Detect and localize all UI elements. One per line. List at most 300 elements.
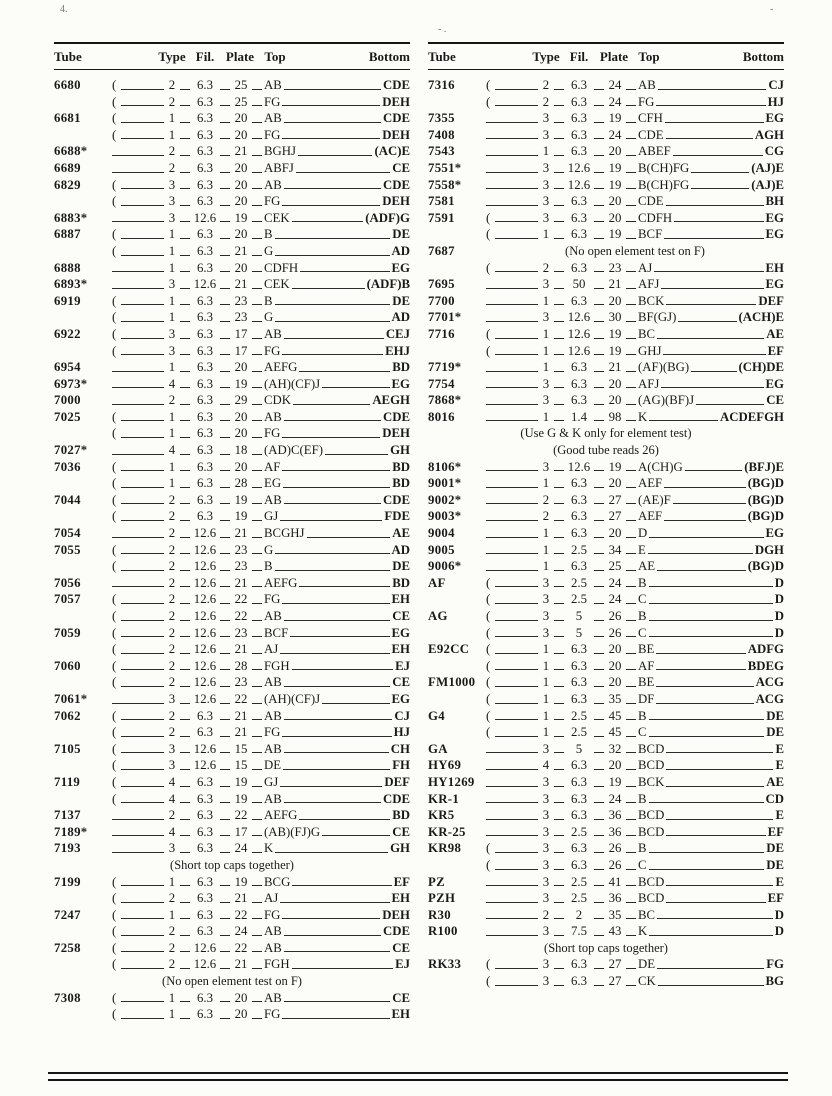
leader-line	[486, 204, 538, 206]
leader-line	[220, 204, 230, 206]
fil-value: 6.3	[571, 376, 587, 391]
leader-line	[594, 702, 604, 704]
bottom-pins-value: DE	[766, 841, 784, 856]
fil-value: 6.3	[571, 974, 587, 989]
leader-line	[220, 353, 230, 355]
leader-line	[649, 419, 718, 421]
tube-name: 7199	[54, 874, 81, 889]
tube-row	[428, 293, 784, 310]
column-header	[428, 42, 784, 70]
plate-value: 21	[234, 243, 248, 258]
top-pins-value: GJ	[264, 774, 279, 789]
table-columns	[54, 42, 784, 1023]
tube-name: E92CC	[428, 642, 470, 657]
type-value: 1	[542, 658, 550, 673]
leader-line	[220, 901, 230, 903]
leader-line	[112, 453, 164, 455]
brace-glyph: (	[112, 989, 117, 1005]
type-value: 2	[168, 957, 176, 972]
leader-line	[486, 171, 538, 173]
bottom-pins-value: BD	[392, 476, 410, 491]
plate-value: 29	[234, 393, 248, 408]
fil-value: 12.6	[193, 957, 217, 972]
plate-value: 43	[608, 924, 622, 939]
type-value: 3	[542, 210, 550, 225]
leader-line	[220, 851, 230, 853]
fil-value: 6.3	[197, 227, 213, 242]
leader-line	[626, 602, 636, 604]
bottom-pins-value: EF	[767, 343, 784, 358]
leader-line	[657, 967, 764, 969]
header-row	[428, 45, 784, 68]
plate-value: 21	[234, 891, 248, 906]
plate-value: 21	[234, 642, 248, 657]
fil-value: 6.3	[571, 509, 587, 524]
leader-line	[180, 569, 190, 571]
type-value: 3	[168, 326, 176, 341]
tube-name: AG	[428, 609, 448, 623]
leader-line	[252, 536, 262, 538]
type-value: 3	[542, 874, 550, 889]
leader-line	[486, 552, 538, 554]
tube-row	[428, 658, 784, 675]
plate-value: 26	[608, 609, 622, 623]
leader-line	[121, 569, 164, 571]
leader-line	[656, 702, 753, 704]
leader-line	[554, 171, 564, 173]
type-value: 1	[542, 559, 550, 574]
type-value: 3	[542, 111, 550, 126]
type-value: 3	[168, 758, 176, 773]
leader-line	[594, 154, 604, 156]
bottom-pins-value: (ADF)G	[365, 210, 410, 225]
leader-line	[290, 635, 389, 637]
plate-value: 15	[234, 758, 248, 773]
leader-line	[649, 851, 765, 853]
tube-name: KR-25	[428, 824, 466, 839]
leader-line	[252, 569, 262, 571]
tube-row	[54, 774, 410, 791]
brace-glyph: (	[112, 425, 117, 441]
brace-glyph: (	[112, 77, 117, 92]
leader-line	[220, 967, 230, 969]
fil-value: 12.6	[193, 741, 217, 756]
tube-name: HY69	[428, 758, 462, 773]
bottom-pins-value: (BG)D	[747, 492, 784, 507]
leader-line	[252, 851, 262, 853]
leader-line	[121, 751, 164, 753]
leader-line	[594, 735, 604, 737]
bottom-pins-value: FH	[392, 758, 410, 773]
type-value: 2	[168, 509, 176, 524]
leader-line	[299, 370, 390, 372]
leader-line	[594, 635, 604, 637]
top-pins-value: GJ	[264, 509, 279, 524]
type-value: 2	[542, 78, 550, 92]
plate-value: 20	[608, 476, 622, 491]
fil-value: 6.3	[571, 808, 587, 823]
leader-line	[121, 934, 164, 936]
tube-row	[54, 409, 410, 426]
tube-name: 6689	[54, 160, 81, 175]
tube-name: 8106*	[428, 459, 462, 474]
leader-line	[121, 502, 164, 504]
plate-value: 20	[608, 144, 622, 159]
leader-line	[626, 220, 636, 222]
leader-line	[649, 801, 764, 803]
fil-value: 6.3	[197, 443, 213, 458]
leader-line	[626, 486, 636, 488]
leader-line	[594, 652, 604, 654]
plate-value: 20	[608, 526, 622, 541]
fil-value: 12.6	[193, 277, 217, 292]
tube-row	[428, 691, 784, 708]
tube-row	[428, 210, 784, 227]
fil-value: 1.4	[571, 409, 587, 424]
bottom-pins-value: AE	[766, 326, 784, 341]
fil-value: 12.6	[567, 177, 591, 192]
leader-line	[626, 735, 636, 737]
leader-line	[626, 171, 636, 173]
leader-line	[594, 934, 604, 936]
tube-row	[428, 973, 784, 990]
type-value: 2	[168, 808, 176, 823]
tube-name: 7247	[54, 907, 81, 922]
brace-glyph: (	[486, 624, 491, 640]
type-value: 3	[542, 376, 550, 391]
leader-line	[284, 121, 381, 123]
leader-line	[284, 619, 390, 621]
bottom-pins-value: DEF	[758, 293, 784, 308]
plate-value: 24	[608, 127, 622, 142]
tube-row	[428, 193, 784, 210]
leader-line	[554, 502, 564, 504]
bottom-pins-value: BH	[765, 194, 784, 209]
leader-line	[121, 619, 164, 621]
leader-line	[180, 785, 190, 787]
top-pins-value: A(CH)G	[638, 459, 683, 474]
leader-line	[554, 619, 564, 621]
leader-line	[664, 486, 746, 488]
leader-line	[252, 254, 262, 256]
top-pins-value: AJ	[264, 642, 279, 657]
bottom-pins-value: DE	[392, 293, 410, 308]
top-pins-value: G	[264, 243, 274, 258]
bottom-pins-value: (BG)D	[747, 476, 784, 491]
type-value: 1	[168, 127, 176, 142]
tube-row	[428, 110, 784, 127]
top-pins-value: AB	[264, 990, 282, 1005]
bottom-pins-value: AE	[392, 526, 410, 541]
fil-value: 7.5	[571, 924, 587, 939]
leader-line	[220, 419, 230, 421]
leader-line	[594, 818, 604, 820]
leader-line	[220, 469, 230, 471]
tube-row	[428, 475, 784, 492]
tube-name: 6883*	[54, 210, 88, 225]
leader-line	[594, 569, 604, 571]
leader-line	[486, 785, 538, 787]
leader-line	[282, 353, 383, 355]
leader-line	[121, 552, 164, 554]
leader-line	[180, 419, 190, 421]
leader-line	[626, 204, 636, 206]
leader-line	[252, 370, 262, 372]
fil-value: 6.3	[197, 94, 213, 109]
fil-value: 6.3	[197, 791, 213, 806]
leader-line	[220, 652, 230, 654]
leader-line	[180, 934, 190, 936]
leader-line	[220, 1000, 230, 1002]
leader-line	[486, 320, 538, 322]
top-pins-value: D	[638, 526, 648, 541]
fil-value: 6.3	[197, 459, 213, 474]
plate-value: 30	[608, 310, 622, 325]
leader-line	[691, 171, 749, 173]
leader-line	[220, 337, 230, 339]
bottom-pins-value: CE	[392, 675, 410, 690]
fil-value: 12.6	[193, 625, 217, 640]
leader-line	[626, 536, 636, 538]
leader-line	[252, 818, 262, 820]
leader-line	[180, 536, 190, 538]
type-value: 3	[542, 127, 550, 142]
leader-line	[292, 287, 365, 289]
bottom-pins-value: DEH	[382, 194, 410, 209]
bottom-pins-value: CE	[392, 990, 410, 1005]
leader-line	[626, 635, 636, 637]
leader-line	[121, 469, 164, 471]
fil-value: 50	[572, 277, 586, 292]
plate-value: 21	[608, 277, 622, 292]
plate-value: 23	[234, 293, 248, 308]
leader-line	[180, 171, 190, 173]
fil-value: 12.6	[193, 642, 217, 657]
fil-value: 12.6	[193, 609, 217, 623]
leader-line	[486, 536, 538, 538]
tube-name: 6829	[54, 177, 81, 192]
leader-line	[486, 569, 538, 571]
bottom-pins-value: EH	[765, 260, 784, 275]
top-pins-value: G	[264, 542, 274, 557]
brace-glyph: (	[112, 773, 117, 789]
leader-line	[495, 868, 538, 870]
type-value: 3	[542, 891, 550, 906]
plate-value: 19	[234, 791, 248, 806]
scan-artifact: - .	[438, 24, 447, 35]
leader-line	[594, 469, 604, 471]
leader-line	[112, 154, 164, 156]
leader-line	[486, 768, 538, 770]
leader-line	[594, 486, 604, 488]
leader-line	[252, 287, 262, 289]
plate-value: 21	[234, 708, 248, 723]
leader-line	[252, 154, 262, 156]
note-text: (Use G & K only for element test)	[520, 426, 692, 441]
fil-value: 6.3	[571, 492, 587, 507]
leader-line	[691, 370, 736, 372]
top-pins-value: AB	[264, 741, 282, 756]
leader-line	[180, 204, 190, 206]
section-note	[428, 940, 784, 957]
type-value: 3	[542, 857, 550, 872]
tube-row	[428, 608, 784, 625]
fil-value: 6.3	[571, 758, 587, 773]
tube-row	[54, 376, 410, 393]
tube-name: 6680	[54, 78, 81, 92]
leader-line	[284, 419, 381, 421]
header-bottom-label: Bottom	[368, 49, 410, 64]
fil-value: 6.3	[197, 260, 213, 275]
brace-glyph: (	[112, 608, 117, 623]
brace-glyph: (	[486, 209, 491, 225]
leader-line	[252, 585, 262, 587]
tube-name: 7189*	[54, 824, 88, 839]
leader-line	[594, 137, 604, 139]
type-value: 4	[168, 791, 176, 806]
fil-value: 6.3	[197, 1007, 213, 1022]
tube-name: 7355	[428, 111, 455, 126]
leader-line	[180, 370, 190, 372]
leader-line	[594, 337, 604, 339]
leader-line	[626, 901, 636, 903]
tube-name: 7551*	[428, 160, 462, 175]
fil-value: 2.5	[571, 592, 587, 607]
bottom-pins-value: D	[774, 592, 784, 607]
leader-line	[594, 220, 604, 222]
leader-line	[594, 204, 604, 206]
bottom-double-rule	[48, 1072, 788, 1081]
leader-line	[626, 569, 636, 571]
leader-line	[554, 270, 564, 272]
leader-line	[554, 403, 564, 405]
leader-line	[284, 950, 390, 952]
fil-value: 6.3	[197, 194, 213, 209]
fil-value: 6.3	[197, 343, 213, 358]
plate-value: 20	[608, 658, 622, 673]
bottom-pins-value: GH	[390, 841, 410, 856]
leader-line	[594, 917, 604, 919]
tube-name: 7716	[428, 326, 455, 341]
leader-line	[121, 801, 164, 803]
plate-value: 35	[608, 907, 622, 922]
leader-line	[495, 718, 538, 720]
bottom-pins-value: D	[774, 924, 784, 939]
leader-line	[220, 702, 230, 704]
tube-row	[54, 110, 410, 127]
fil-value: 6.3	[197, 160, 213, 175]
fil-value: 6.3	[571, 111, 587, 126]
bottom-pins-value: EG	[391, 376, 410, 391]
leader-line	[180, 187, 190, 189]
bottom-pins-value: FDE	[384, 509, 410, 524]
brace-glyph: (	[112, 110, 117, 126]
tube-name: KR5	[428, 808, 455, 823]
leader-line	[121, 419, 164, 421]
type-value: 3	[542, 575, 550, 590]
leader-line	[594, 801, 604, 803]
top-pins-value: DE	[264, 758, 282, 773]
type-value: 1	[168, 1007, 176, 1022]
leader-line	[275, 303, 391, 305]
tube-name: 9002*	[428, 492, 462, 507]
tube-row	[54, 542, 410, 559]
tube-row	[54, 824, 410, 841]
leader-line	[252, 419, 262, 421]
tube-row	[428, 907, 784, 924]
leader-line	[554, 967, 564, 969]
top-pins-value: FGH	[264, 658, 290, 673]
header-tube-label: Tube	[428, 49, 456, 64]
leader-line	[180, 453, 190, 455]
plate-value: 22	[234, 940, 248, 955]
leader-line	[220, 137, 230, 139]
leader-line	[180, 668, 190, 670]
leader-line	[252, 486, 262, 488]
leader-line	[691, 187, 749, 189]
tube-row	[54, 492, 410, 509]
plate-value: 19	[608, 343, 622, 358]
fil-value: 6.3	[197, 841, 213, 856]
header-top-label: Top	[264, 49, 286, 64]
leader-line	[121, 884, 164, 886]
leader-line	[486, 834, 538, 836]
top-pins-value: AEFG	[264, 808, 298, 823]
bottom-pins-value: D	[774, 625, 784, 640]
leader-line	[674, 220, 763, 222]
plate-value: 19	[608, 160, 622, 175]
leader-line	[554, 569, 564, 571]
leader-line	[284, 337, 384, 339]
top-pins-value: AB	[264, 675, 282, 690]
brace-glyph: (	[486, 591, 491, 607]
leader-line	[275, 320, 389, 322]
fil-value: 12.6	[193, 758, 217, 773]
top-pins-value: CDFH	[264, 260, 299, 275]
top-pins-value: BCG	[264, 874, 291, 889]
leader-line	[112, 386, 164, 388]
leader-line	[121, 652, 164, 654]
leader-line	[554, 901, 564, 903]
tube-name: 7000	[54, 393, 81, 408]
leader-line	[220, 287, 230, 289]
leader-line	[180, 353, 190, 355]
leader-line	[649, 619, 773, 621]
leader-line	[275, 254, 389, 256]
leader-line	[665, 121, 764, 123]
top-pins-value: BC	[638, 326, 656, 341]
leader-line	[495, 984, 538, 986]
tube-row	[428, 807, 784, 824]
leader-line	[121, 121, 164, 123]
leader-line	[220, 569, 230, 571]
leader-line	[626, 718, 636, 720]
tube-name: R30	[428, 907, 451, 922]
leader-line	[252, 519, 262, 521]
leader-line	[486, 486, 538, 488]
tube-row	[428, 890, 784, 907]
fil-value: 12.6	[193, 210, 217, 225]
leader-line	[252, 121, 262, 123]
tube-row	[54, 674, 410, 691]
leader-line	[180, 287, 190, 289]
tube-name: 7056	[54, 575, 81, 590]
tube-name: 6954	[54, 360, 81, 375]
plate-value: 25	[608, 559, 622, 574]
leader-line	[252, 220, 262, 222]
plate-value: 17	[234, 326, 248, 341]
tube-row	[54, 625, 410, 642]
